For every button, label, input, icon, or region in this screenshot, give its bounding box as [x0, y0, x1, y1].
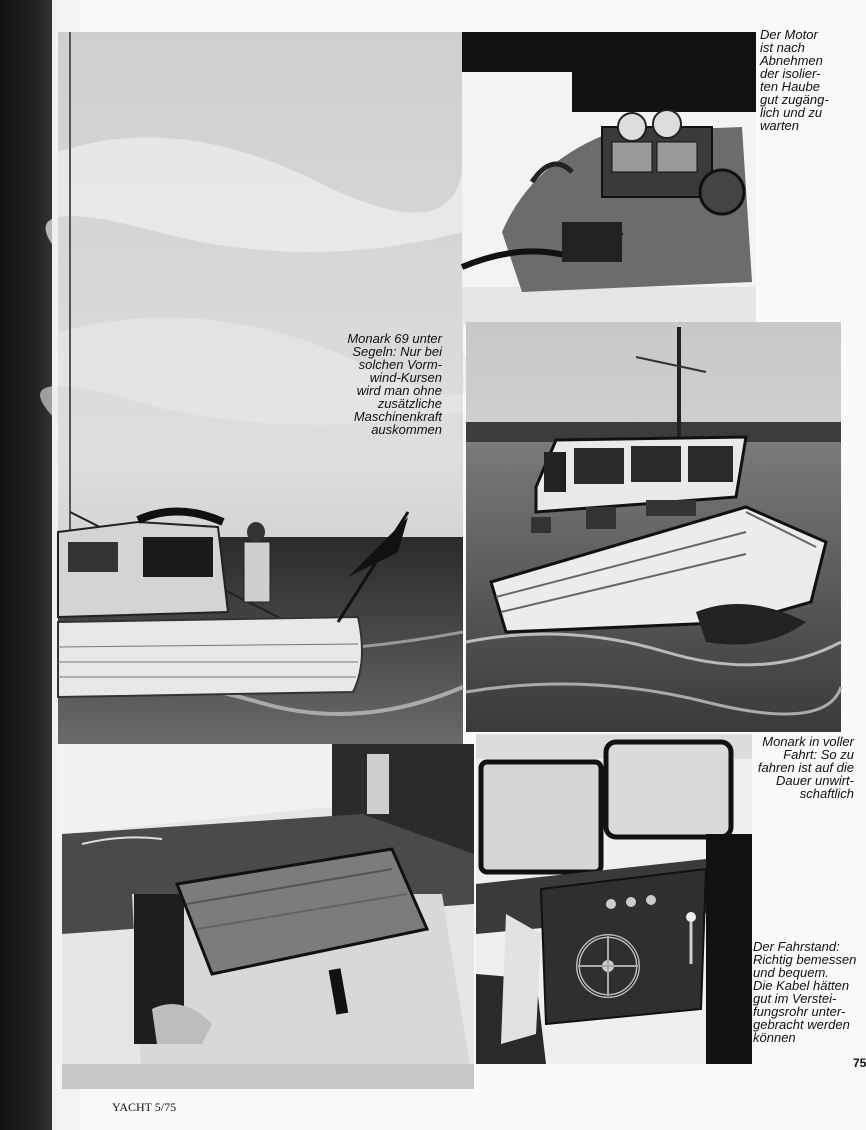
photo-cockpit-interior: [62, 744, 474, 1089]
caption-sailing: Monark 69 unter Segeln: Nur bei solchen Vorm- wind-Kursen wird man ohne zusätzliche Maschinenkraft auskommen: [347, 331, 442, 437]
caption-engine: Der Motor ist nach Abnehmen der isolier- ten Haube gut zugäng- lich und zu warten: [760, 27, 829, 133]
photo-helm-station: [476, 734, 752, 1064]
magazine-issue: YACHT 5/75: [112, 1100, 177, 1114]
photo-motorboat-full-speed: [466, 322, 841, 732]
book-spine-shadow: [0, 0, 58, 1130]
caption-full-speed: Monark in voller Fahrt: So zu fahren ist auf die Dauer unwirt- schaftlich: [757, 734, 854, 801]
photo-engine: [462, 32, 756, 325]
caption-helm: Der Fahrstand: Richtig bemessen und bequem. Die Kabel hätten gut im Verstei- fungsrohr unter- gebracht werden können: [753, 939, 857, 1045]
page-number: 75: [853, 1056, 866, 1070]
